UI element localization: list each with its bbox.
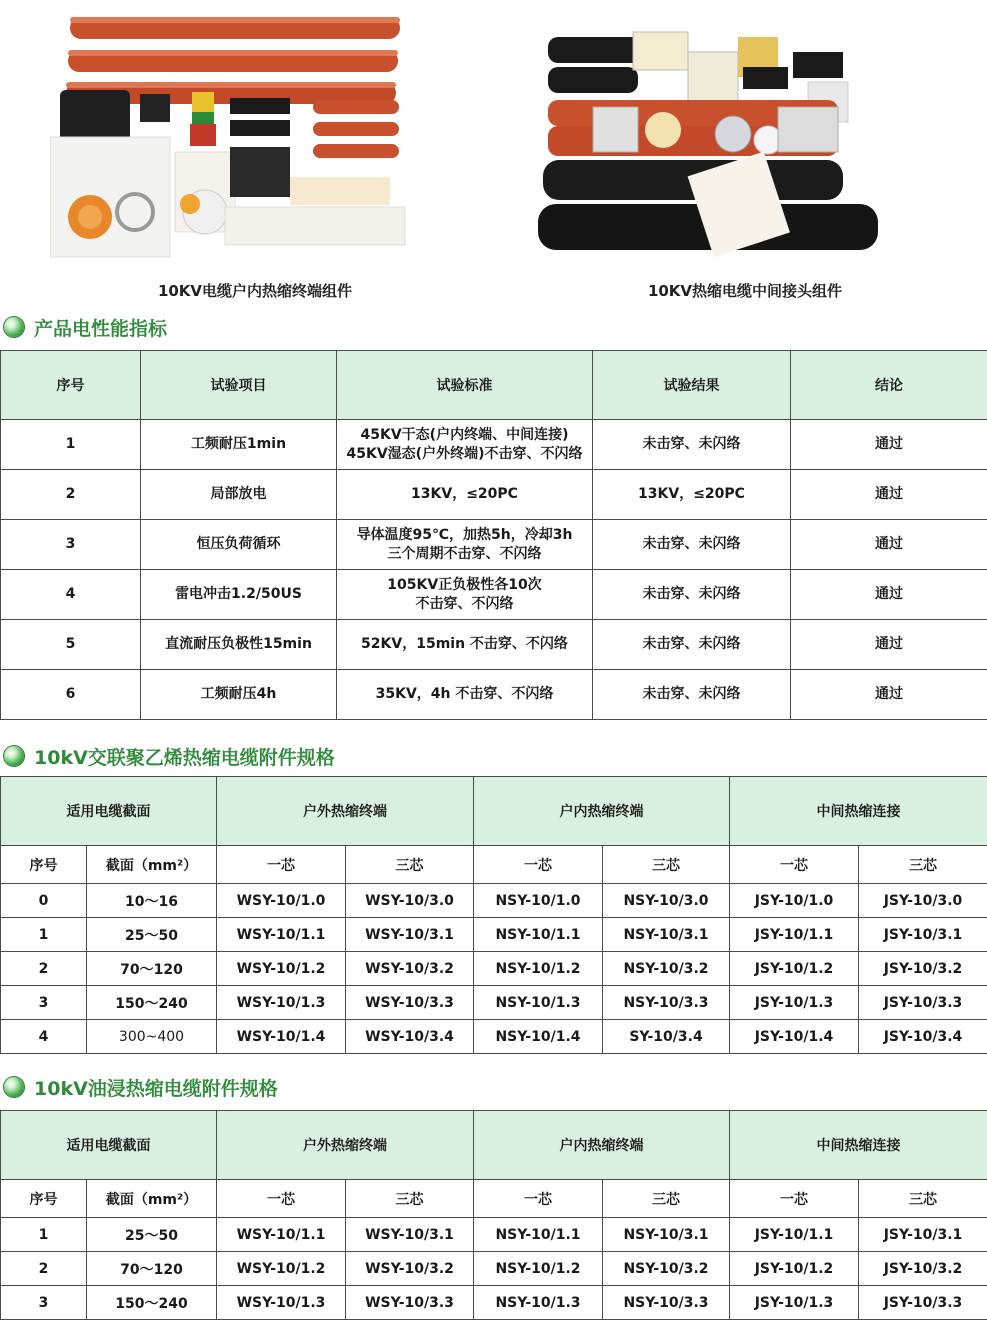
cell: NSY-10/1.3 (474, 986, 603, 1020)
cell-item: 局部放电 (141, 470, 337, 520)
cell: WSY-10/1.2 (217, 952, 346, 986)
cell-item: 雷电冲击1.2/50US (141, 570, 337, 620)
cell: WSY-10/1.1 (217, 1218, 346, 1252)
subheader-three-core: 三芯 (346, 1180, 474, 1218)
group-header-row (1, 1111, 987, 1180)
cell: JSY-10/3.3 (859, 986, 987, 1020)
cell-conclusion: 通过 (791, 520, 987, 570)
table-header-row (1, 351, 987, 420)
table-row (1, 520, 987, 570)
cell: JSY-10/1.2 (730, 952, 859, 986)
header-indoor-termination: 户内热缩终端 (474, 1111, 730, 1180)
header-no: 序号 (1, 351, 141, 420)
subheader-three-core: 三芯 (346, 846, 474, 884)
cell-result: 未击穿、未闪络 (593, 570, 791, 620)
table-row (1, 1218, 987, 1252)
cell: 0 (1, 884, 87, 918)
left-photo-caption: 10KV电缆户内热缩终端组件 (157, 282, 353, 300)
subheader-single-core: 一芯 (474, 1180, 603, 1218)
cell: JSY-10/3.1 (859, 1218, 987, 1252)
green-bullet-icon (4, 746, 24, 766)
subheader-three-core: 三芯 (603, 1180, 730, 1218)
cell: WSY-10/1.1 (217, 918, 346, 952)
cell: JSY-10/1.1 (730, 1218, 859, 1252)
cell: NSY-10/3.2 (603, 952, 730, 986)
cell: NSY-10/3.1 (603, 1218, 730, 1252)
table-row (1, 1252, 987, 1286)
cell-no: 3 (1, 520, 141, 570)
section-title-text: 产品电性能指标 (34, 317, 168, 340)
cell: WSY-10/3.2 (346, 952, 474, 986)
cell-conclusion: 通过 (791, 420, 987, 470)
table-row (1, 620, 987, 670)
cell: 10～16 (87, 884, 217, 918)
cell: NSY-10/3.0 (603, 884, 730, 918)
subheader-single-core: 一芯 (217, 846, 346, 884)
cell: JSY-10/1.4 (730, 1020, 859, 1054)
section-title-electrical-performance (4, 312, 167, 342)
table-row (1, 1286, 987, 1320)
cell-no: 6 (1, 670, 141, 720)
section-title-text: 10kV油浸热缩电缆附件规格 (34, 1077, 278, 1100)
cell: SY-10/3.4 (603, 1020, 730, 1054)
cell-no: 4 (1, 570, 141, 620)
cell: WSY-10/1.2 (217, 1252, 346, 1286)
header-cable-section: 适用电缆截面 (1, 1111, 217, 1180)
cell: 300~400 (87, 1020, 217, 1054)
cell: 150～240 (87, 986, 217, 1020)
subheader-three-core: 三芯 (859, 1180, 987, 1218)
cell: WSY-10/1.3 (217, 986, 346, 1020)
header-test-result: 试验结果 (593, 351, 791, 420)
cell: JSY-10/1.1 (730, 918, 859, 952)
cell-standard: 13KV，≤20PC (337, 470, 593, 520)
cell-result: 未击穿、未闪络 (593, 520, 791, 570)
cell-item: 工频耐压4h (141, 670, 337, 720)
section-title-xlpe-spec (4, 741, 335, 771)
header-test-standard: 试验标准 (337, 351, 593, 420)
table-row (1, 570, 987, 620)
cell: NSY-10/1.3 (474, 1286, 603, 1320)
cell: 150～240 (87, 1286, 217, 1320)
cell: NSY-10/3.1 (603, 918, 730, 952)
cell: JSY-10/1.0 (730, 884, 859, 918)
subheader-three-core: 三芯 (603, 846, 730, 884)
cell-result: 未击穿、未闪络 (593, 670, 791, 720)
cell: JSY-10/1.3 (730, 1286, 859, 1320)
subheader-no: 序号 (1, 1180, 87, 1218)
cell: WSY-10/1.3 (217, 1286, 346, 1320)
cell: WSY-10/1.4 (217, 1020, 346, 1054)
green-bullet-icon (4, 1077, 24, 1097)
section-title-oil-impregnated-spec (4, 1072, 278, 1102)
sub-header-row (1, 1180, 987, 1218)
cell: NSY-10/1.2 (474, 952, 603, 986)
cell: WSY-10/3.0 (346, 884, 474, 918)
cell: WSY-10/1.0 (217, 884, 346, 918)
table-row (1, 670, 987, 720)
cell-item: 恒压负荷循环 (141, 520, 337, 570)
table-row (1, 420, 987, 470)
cell: JSY-10/3.4 (859, 1020, 987, 1054)
cell: JSY-10/3.0 (859, 884, 987, 918)
cell: JSY-10/3.2 (859, 952, 987, 986)
cell: NSY-10/1.4 (474, 1020, 603, 1054)
cell: WSY-10/3.1 (346, 1218, 474, 1252)
table-row (1, 884, 987, 918)
cell-result: 13KV，≤20PC (593, 470, 791, 520)
header-outdoor-termination: 户外热缩终端 (217, 1111, 474, 1180)
cell-conclusion: 通过 (791, 670, 987, 720)
cell: JSY-10/3.3 (859, 1286, 987, 1320)
cell-conclusion: 通过 (791, 620, 987, 670)
intermediate-joint-kit-photo (538, 12, 888, 262)
cell-no: 1 (1, 420, 141, 470)
electrical-performance-table (0, 350, 987, 720)
cell-no: 2 (1, 470, 141, 520)
subheader-section: 截面（mm²） (87, 846, 217, 884)
subheader-three-core: 三芯 (859, 846, 987, 884)
cell-item: 直流耐压负极性15min (141, 620, 337, 670)
xlpe-spec-table (0, 776, 987, 1054)
cell-result: 未击穿、未闪络 (593, 420, 791, 470)
section-title-text: 10kV交联聚乙烯热缩电缆附件规格 (34, 746, 335, 769)
cell: 25～50 (87, 1218, 217, 1252)
cell: NSY-10/1.1 (474, 1218, 603, 1252)
indoor-termination-kit-photo (50, 12, 410, 262)
header-conclusion: 结论 (791, 351, 987, 420)
cell: NSY-10/3.3 (603, 1286, 730, 1320)
right-photo-caption: 10KV热缩电缆中间接头组件 (647, 282, 843, 300)
cell-standard: 52KV，15min 不击穿、不闪络 (337, 620, 593, 670)
cell-standard: 导体温度95℃，加热5h，冷却3h 三个周期不击穿、不闪络 (337, 520, 593, 570)
cell: 1 (1, 918, 87, 952)
cell: 3 (1, 986, 87, 1020)
cell: NSY-10/1.1 (474, 918, 603, 952)
header-intermediate-joint: 中间热缩连接 (730, 1111, 987, 1180)
cell: NSY-10/3.2 (603, 1252, 730, 1286)
cell: WSY-10/3.4 (346, 1020, 474, 1054)
cell: 70～120 (87, 1252, 217, 1286)
product-photos (0, 0, 987, 305)
cell-no: 5 (1, 620, 141, 670)
cell: 2 (1, 952, 87, 986)
cell-conclusion: 通过 (791, 470, 987, 520)
table-row (1, 986, 987, 1020)
cell: NSY-10/1.0 (474, 884, 603, 918)
cell-standard: 105KV正负极性各10次 不击穿、不闪络 (337, 570, 593, 620)
subheader-single-core: 一芯 (474, 846, 603, 884)
cell-conclusion: 通过 (791, 570, 987, 620)
subheader-section: 截面（mm²） (87, 1180, 217, 1218)
table-row (1, 470, 987, 520)
cell: 2 (1, 1252, 87, 1286)
header-cable-section: 适用电缆截面 (1, 777, 217, 846)
sub-header-row (1, 846, 987, 884)
subheader-single-core: 一芯 (217, 1180, 346, 1218)
header-outdoor-termination: 户外热缩终端 (217, 777, 474, 846)
cell: 4 (1, 1020, 87, 1054)
header-test-item: 试验项目 (141, 351, 337, 420)
cell: 1 (1, 1218, 87, 1252)
cell: 3 (1, 1286, 87, 1320)
table-row (1, 918, 987, 952)
cell: JSY-10/1.2 (730, 1252, 859, 1286)
cell: WSY-10/3.3 (346, 1286, 474, 1320)
cell: JSY-10/3.2 (859, 1252, 987, 1286)
cell-result: 未击穿、未闪络 (593, 620, 791, 670)
cell: NSY-10/3.3 (603, 986, 730, 1020)
cell: NSY-10/1.2 (474, 1252, 603, 1286)
cell-standard: 35KV，4h 不击穿、不闪络 (337, 670, 593, 720)
group-header-row (1, 777, 987, 846)
subheader-no: 序号 (1, 846, 87, 884)
cell: WSY-10/3.1 (346, 918, 474, 952)
green-bullet-icon (4, 317, 24, 337)
subheader-single-core: 一芯 (730, 1180, 859, 1218)
subheader-single-core: 一芯 (730, 846, 859, 884)
cell: 25～50 (87, 918, 217, 952)
cell: WSY-10/3.2 (346, 1252, 474, 1286)
cell: JSY-10/1.3 (730, 986, 859, 1020)
header-intermediate-joint: 中间热缩连接 (730, 777, 987, 846)
cell-standard: 45KV干态(户内终端、中间连接) 45KV湿态(户外终端)不击穿、不闪络 (337, 420, 593, 470)
cell: WSY-10/3.3 (346, 986, 474, 1020)
table-row (1, 1020, 987, 1054)
oil-impregnated-spec-table (0, 1110, 987, 1320)
cell: JSY-10/3.1 (859, 918, 987, 952)
cell-item: 工频耐压1min (141, 420, 337, 470)
header-indoor-termination: 户内热缩终端 (474, 777, 730, 846)
table-row (1, 952, 987, 986)
cell: 70～120 (87, 952, 217, 986)
